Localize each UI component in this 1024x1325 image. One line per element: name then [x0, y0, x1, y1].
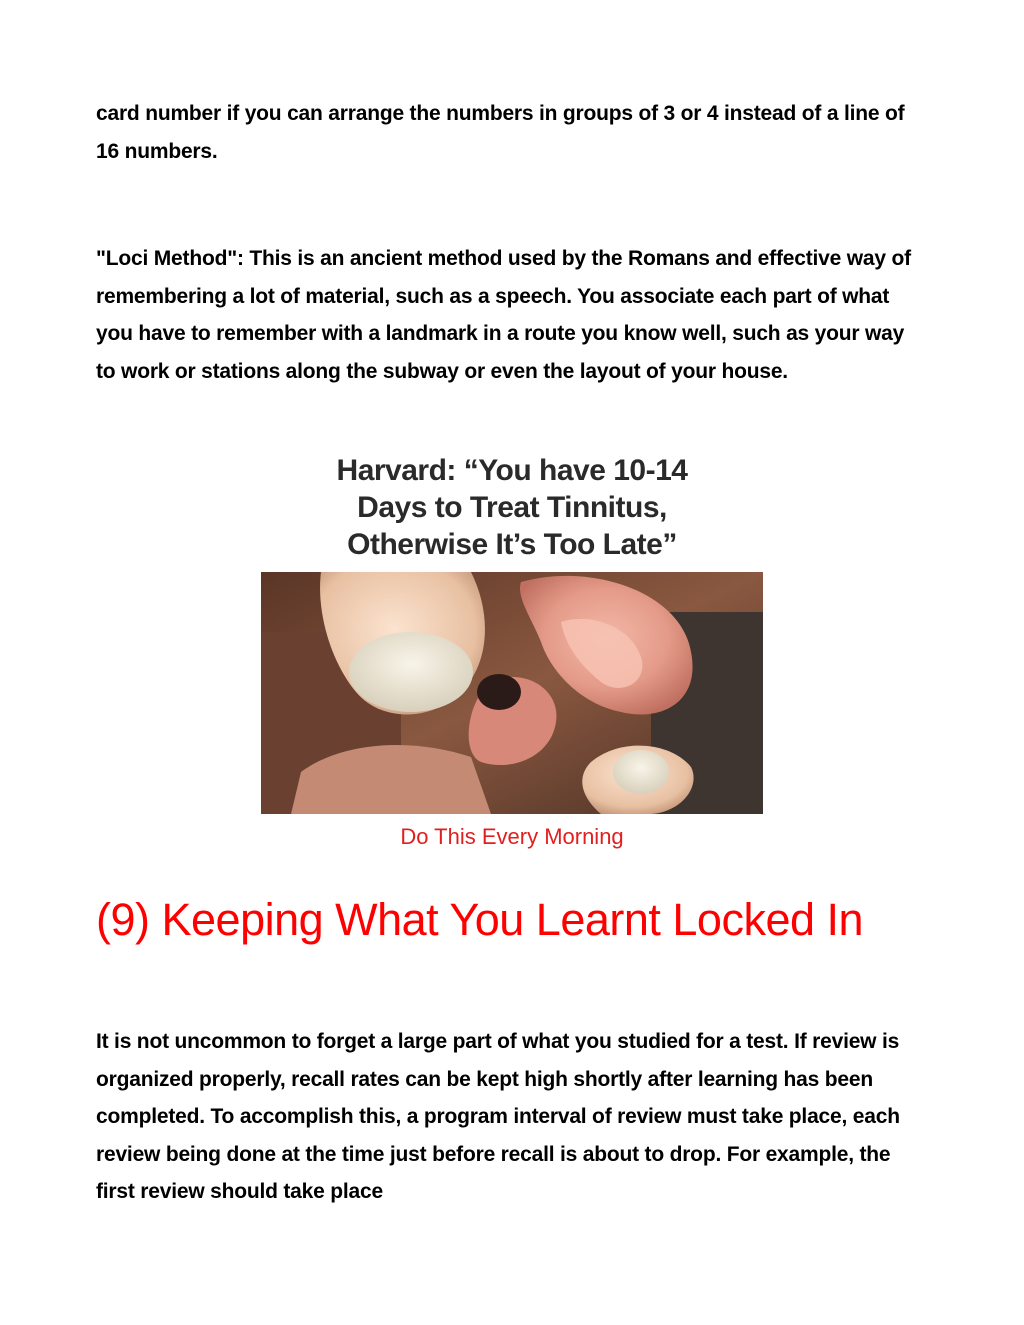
- section-heading: (9) Keeping What You Learnt Locked In: [96, 894, 864, 945]
- paragraph-loci-method: "Loci Method": This is an ancient method used by the Romans and effective way of remembering a lot of material, such as a speech. You associate each part of what you have to remember with a landmark in a route you know well, such as your way to work or stations along the subway or even the layout of your house.: [96, 247, 911, 383]
- ad-headline-line: Days to Treat Tinnitus,: [357, 491, 667, 524]
- ad-caption[interactable]: Do This Every Morning: [400, 824, 624, 849]
- ear-photo: [261, 572, 763, 814]
- ad-headline: [261, 452, 763, 564]
- ad-headline-line: Otherwise It’s Too Late”: [347, 528, 677, 561]
- ad-headline-line: Harvard: “You have 10-14: [336, 454, 688, 487]
- paragraph-review-intervals: It is not uncommon to forget a large part of what you studied for a test. If review is organized properly, recall rates can be kept high shortly after learning has been completed. To accomplish this, a program interval of review must take place, each review being done at the time just before recall is about to drop. For example, the first review should take place: [96, 1030, 900, 1203]
- advertisement[interactable]: [261, 452, 763, 862]
- paragraph-card-number: card number if you can arrange the numbers in groups of 3 or 4 instead of a line of 16 numbers.: [96, 102, 905, 163]
